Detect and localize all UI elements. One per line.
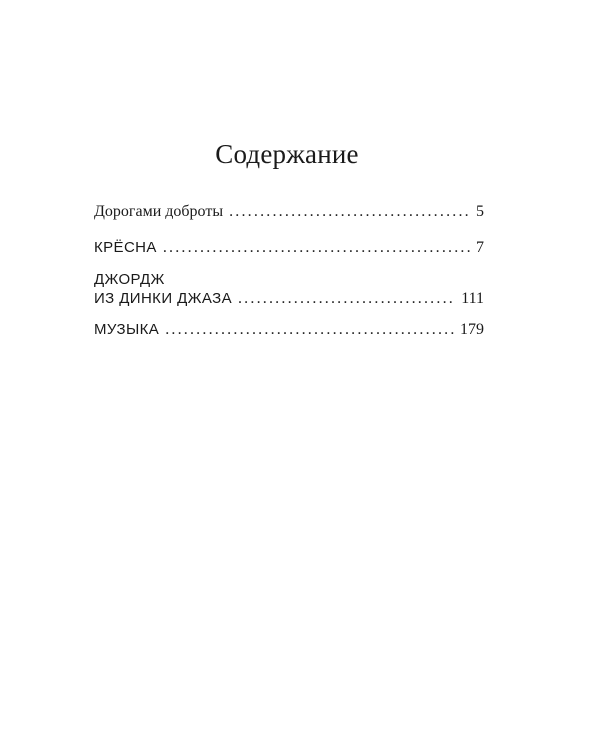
toc-page-number: 179 [460, 321, 484, 338]
toc-entry-title-line1: ДЖОРДЖ [94, 271, 165, 288]
toc-dot-leader [238, 289, 455, 308]
toc-entry-title: КРЁСНА [94, 239, 157, 256]
toc-row [94, 238, 484, 257]
toc-dot-leader [229, 202, 470, 221]
toc-entry[interactable] [94, 202, 484, 221]
toc-entry[interactable] [94, 238, 484, 257]
toc-page-number: 111 [461, 290, 484, 307]
toc-row [94, 320, 484, 339]
toc-entry[interactable] [94, 270, 484, 308]
toc-dot-leader [163, 238, 470, 257]
toc-entry-title: МУЗЫКА [94, 321, 160, 338]
toc-row [94, 289, 484, 308]
toc-dot-leader [165, 320, 454, 339]
toc-page-number: 5 [476, 203, 484, 220]
page-title: Содержание [215, 139, 359, 169]
toc-page-number: 7 [476, 239, 484, 256]
toc-entry[interactable] [94, 320, 484, 339]
toc-entry-title: Дорогами доброты [94, 203, 224, 220]
toc-row [94, 202, 484, 221]
toc-entry-title: ИЗ ДИНКИ ДЖАЗА [94, 290, 232, 307]
